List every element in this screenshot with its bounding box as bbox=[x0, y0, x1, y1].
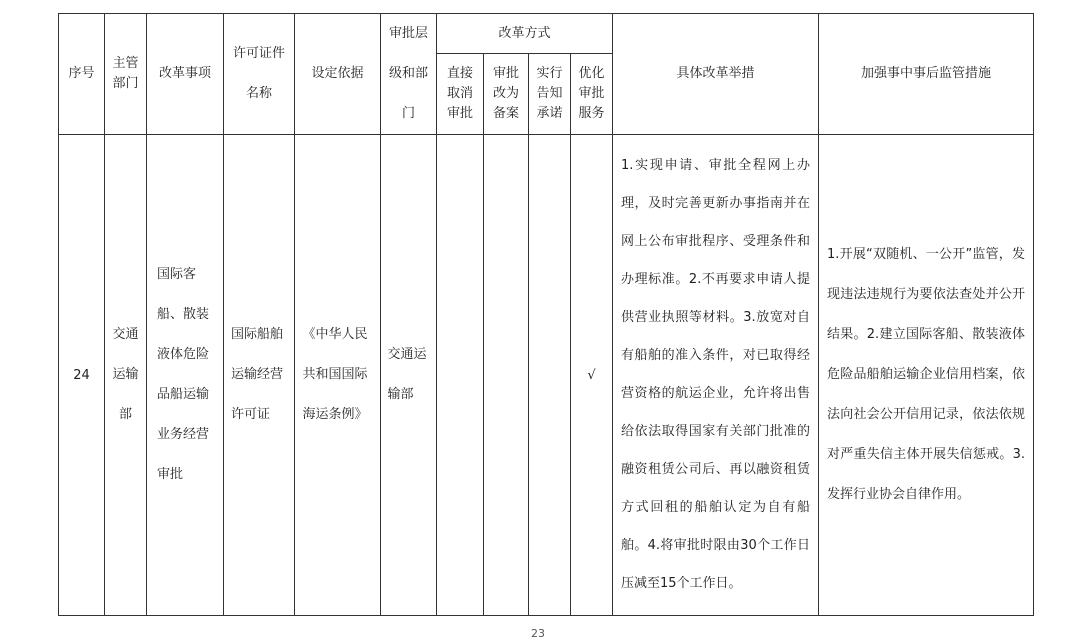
header-method-optimize: 优化审批服务 bbox=[571, 54, 613, 135]
header-method: 改革方式 bbox=[437, 14, 613, 54]
cell-method-cancel bbox=[437, 135, 484, 616]
header-method-cancel: 直接取消审批 bbox=[437, 54, 484, 135]
header-basis: 设定依据 bbox=[295, 14, 381, 135]
header-method-filing: 审批改为备案 bbox=[484, 54, 529, 135]
cell-item: 国际客船、散装液体危险品船运输业务经营审批 bbox=[147, 135, 224, 616]
header-level: 审批层级和部门 bbox=[381, 14, 437, 135]
cell-method-filing bbox=[484, 135, 529, 616]
header-license: 许可证件名称 bbox=[224, 14, 295, 135]
header-method-commitment: 实行告知承诺 bbox=[529, 54, 571, 135]
reform-table bbox=[58, 13, 1034, 616]
page-number: 23 bbox=[531, 627, 545, 640]
cell-method-commitment bbox=[529, 135, 571, 616]
header-supervision: 加强事中事后监管措施 bbox=[819, 14, 1034, 135]
cell-supervision: 1.开展“双随机、一公开”监管，发现违法违规行为要依法查处并公开结果。2.建立国际客船、散装液体危险品船舶运输企业信用档案，依法向社会公开信用记录，依法依规对严重失信主体开展失信惩戒。3.发挥行业协会自律作用。 bbox=[819, 135, 1034, 616]
cell-level: 交通运输部 bbox=[381, 135, 437, 616]
cell-measures: 1.实现申请、审批全程网上办理，及时完善更新办事指南并在网上公布审批程序、受理条件和办理标准。2.不再要求申请人提供营业执照等材料。3.放宽对自有船舶的准入条件，对已取得经营资格的航运企业，允许将出售给依法取得国家有关部门批准的融资租赁公司后、再以融资租赁方式回租的船舶认定为自有船舶。4.将审批时限由30个工作日压减至15个工作日。 bbox=[613, 135, 819, 616]
header-seq: 序号 bbox=[59, 14, 105, 135]
cell-method-optimize: √ bbox=[571, 135, 613, 616]
cell-seq: 24 bbox=[59, 135, 105, 616]
cell-dept: 交通运输部 bbox=[105, 135, 147, 616]
cell-license: 国际船舶运输经营许可证 bbox=[224, 135, 295, 616]
header-measures: 具体改革举措 bbox=[613, 14, 819, 135]
header-item: 改革事项 bbox=[147, 14, 224, 135]
table-row bbox=[59, 135, 1034, 616]
cell-basis: 《中华人民共和国国际海运条例》 bbox=[295, 135, 381, 616]
header-dept: 主管部门 bbox=[105, 14, 147, 135]
